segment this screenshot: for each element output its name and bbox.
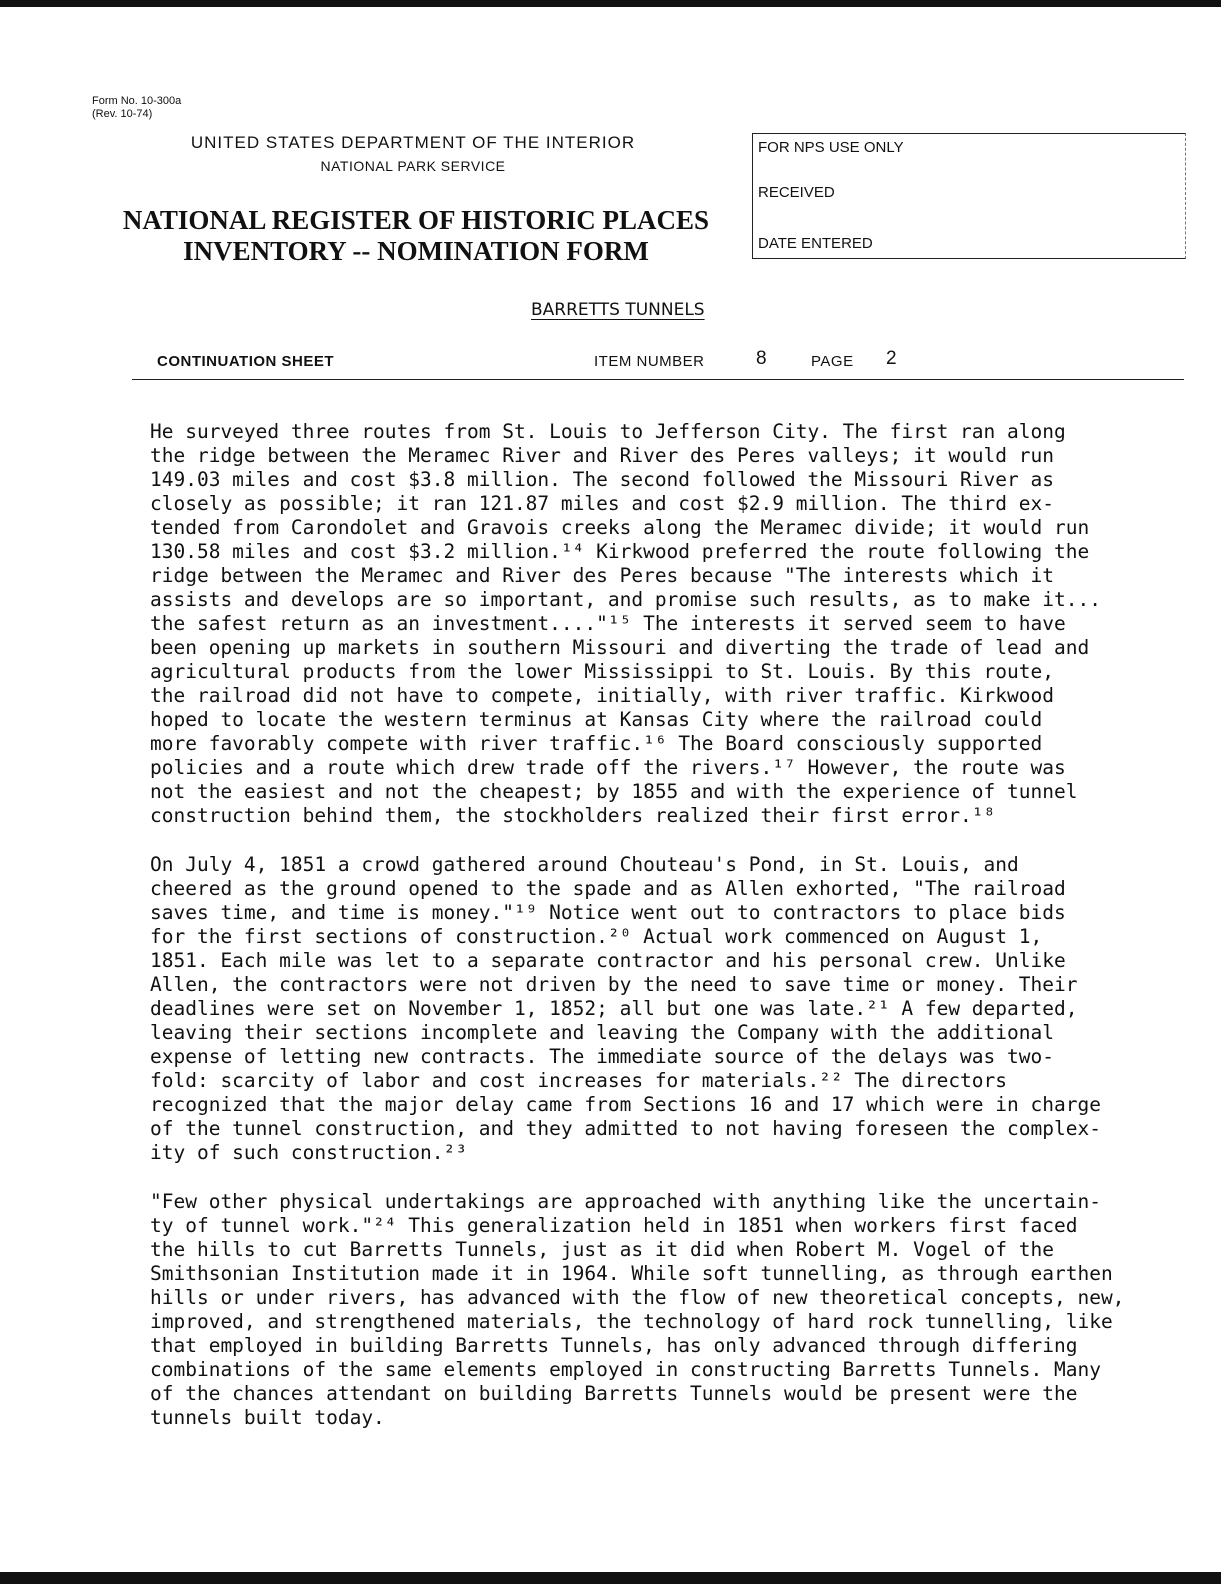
body-text [150,420,1150,1455]
form-title-line2: INVENTORY -- NOMINATION FORM [183,236,649,266]
item-number-value: 8 [756,348,767,369]
nps-use-heading: FOR NPS USE ONLY [758,139,904,156]
nps-use-box [752,133,1186,259]
scan-edge-bottom [0,1572,1221,1584]
paragraph: On July 4, 1851 a crowd gathered around Chouteau's Pond, in St. Louis, and cheered as the ground opened to the spade and as Allen exhorted, "The railroad saves time, and time is money."¹⁹ Notice went out to contractors to place bids for the first sections of construction.²⁰ Actual work commenced on August 1, 1851. Each mile was let to a separate contractor and his personal crew. Unlike Allen, the contractors were not driven by the need to save time or money. Their deadlines were set on November 1, 1852; all but one was late.²¹ A few departed, leaving their sections incomplete and leaving the Company with the additional expense of letting new contracts. The immediate source of the delays was two- fold: scarcity of labor and cost increases for materials.²² The directors recognized that the major delay came from Sections 16 and 17 which were in charge of the tunnel construction, and they admitted to not having foreseen the complex- ity of such construction.²³ [150,853,1101,1164]
form-title [96,205,736,267]
service-name: NATIONAL PARK SERVICE [320,158,506,174]
date-entered-label: DATE ENTERED [758,235,873,252]
item-number-label: ITEM NUMBER [594,353,705,370]
property-name: BARRETTS TUNNELS [531,300,705,320]
form-revision: (Rev. 10-74) [92,108,153,120]
department-name: UNITED STATES DEPARTMENT OF THE INTERIOR [190,133,636,152]
continuation-row [132,343,1184,380]
page-label: PAGE [811,353,854,370]
agency-header [158,133,668,174]
paragraph: "Few other physical undertakings are approached with anything like the uncertain- ty of tunnel work."²⁴ This generalization held in 1851 when workers first faced the hills to cut Barretts Tunnels, just as it did when Robert M. Vogel of the Smithsonian Institution made it in 1964. While soft tunnelling, as through earthen hills or under rivers, has advanced with the flow of new theoretical concepts, new, improved, and strengthened materials, the technology of hard rock tunnelling, like that employed in building Barretts Tunnels, has only advanced through differing combinations of the same elements employed in constructing Barretts Tunnels. Many of the chances attendant on building Barretts Tunnels would be present were the tunnels built today. [150,1190,1125,1429]
scan-edge-top [0,0,1221,7]
received-label: RECEIVED [758,184,835,201]
form-title-line1: NATIONAL REGISTER OF HISTORIC PLACES [122,205,710,235]
form-number-block [92,95,181,121]
form-number: Form No. 10-300a [92,95,182,107]
page-number-value: 2 [886,348,897,369]
continuation-sheet-label: CONTINUATION SHEET [157,353,335,370]
paragraph: He surveyed three routes from St. Louis to Jefferson City. The first ran along the ridge between the Meramec River and River des Peres valleys; it would run 149.03 miles and cost $3.8 million. The second followed the Missouri River as closely as possible; it ran 121.87 miles and cost $2.9 million. The third ex- tended from Carondolet and Gravois creeks along the Meramec divide; it would run 130.58 miles and cost $3.2 million.¹⁴ Kirkwood preferred the route following the ridge between the Meramec and River des Peres because "The interests which it assists and develops are so important, and promise such results, as to make it... the safest return as an investment...."¹⁵ The interests it served seem to have been opening up markets in southern Missouri and diverting the trade of lead and agricultural products from the lower Mississippi to St. Louis. By this route, the railroad did not have to compete, initially, with river traffic. Kirkwood hoped to locate the western terminus at Kansas City where the railroad could more favorably compete with river traffic.¹⁶ The Board consciously supported policies and a route which drew trade off the rivers.¹⁷ However, the route was not the easiest and not the cheapest; by 1855 and with the experience of tunnel construction behind them, the stockholders realized their first error.¹⁸ [150,420,1101,827]
